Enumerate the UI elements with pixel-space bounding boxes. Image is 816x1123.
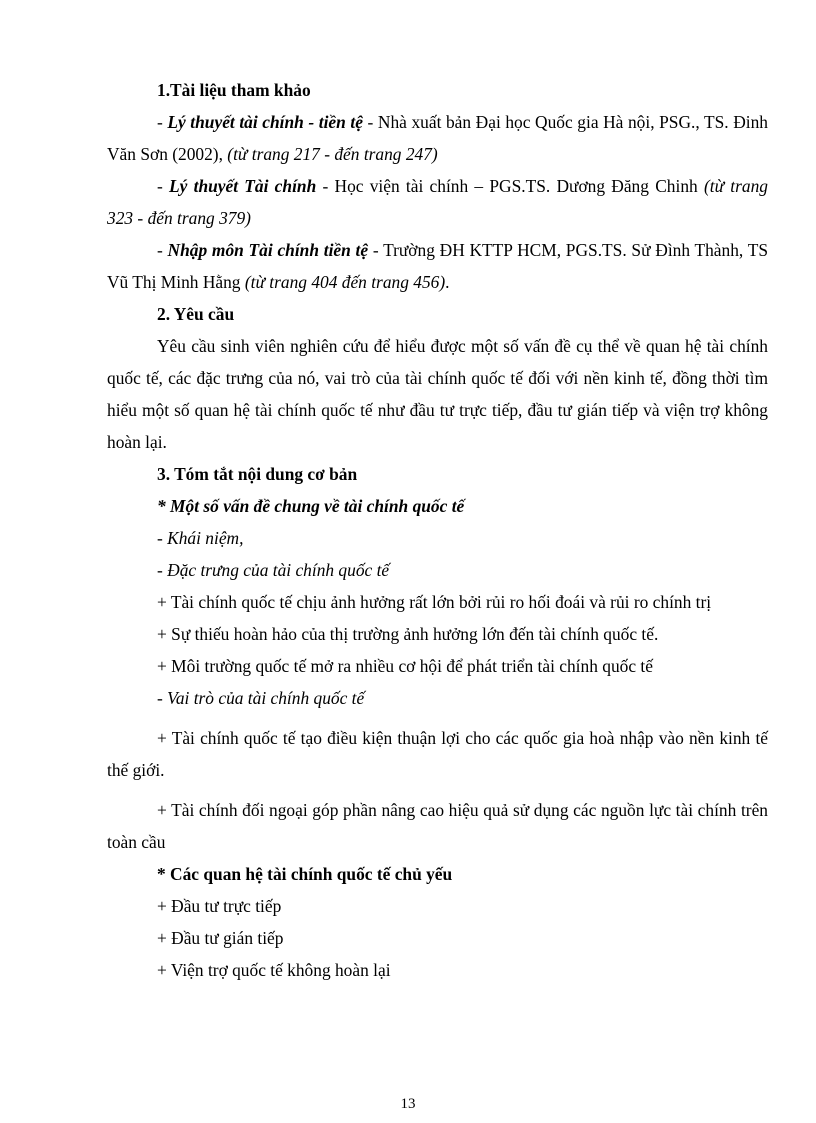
section1-heading: 1.Tài liệu tham khảo — [157, 80, 311, 100]
features-heading: - Đặc trưng của tài chính quốc tế — [157, 560, 390, 580]
feature-item: + Môi trường quốc tế mở ra nhiều cơ hội để phát triển tài chính quốc tế — [157, 656, 653, 676]
document-page — [107, 74, 768, 986]
reference-3: - Nhập môn Tài chính tiền tệ - Trường ĐH KTTP HCM, PGS.TS. Sử Đình Thành, TS Vũ Thị Minh Hằng (từ trang 404 đến trang 456). — [107, 240, 768, 292]
reference-1-pages: (từ trang 217 - đến trang 247) — [227, 144, 438, 164]
reference-2-pages: (từ trang 323 - đến trang 379) — [107, 176, 768, 228]
relation-item: + Đầu tư gián tiếp — [157, 928, 284, 948]
section3-heading: 3. Tóm tắt nội dung cơ bản — [157, 464, 358, 484]
subsection-relations-heading: * Các quan hệ tài chính quốc tế chủ yếu — [157, 864, 453, 884]
section2-body: Yêu cầu sinh viên nghiên cứu để hiểu được một số vấn đề cụ thể về quan hệ tài chính quốc tế, các đặc trưng của nó, vai trò của tài chính quốc tế đối với nền kinh tế, đồng thời tìm hiểu một số quan hệ tài chính quốc tế như đầu tư trực tiếp, đầu tư gián tiếp và viện trợ không hoàn lại. — [107, 336, 768, 452]
page-number: 13 — [400, 1096, 416, 1112]
relation-item: + Đầu tư trực tiếp — [157, 896, 282, 916]
feature-item: + Sự thiếu hoàn hảo của thị trường ảnh hưởng lớn đến tài chính quốc tế. — [157, 624, 659, 644]
reference-3-pages: (từ trang 404 đến trang 456) — [244, 272, 446, 292]
section2-heading: 2. Yêu cầu — [157, 304, 235, 324]
reference-1: - Lý thuyết tài chính - tiền tệ - Nhà xuất bản Đại học Quốc gia Hà nội, PSG., TS. Đinh Văn Sơn (2002), (từ trang 217 - đến trang 247) — [107, 112, 768, 164]
feature-item: + Tài chính quốc tế chịu ảnh hưởng rất lớn bởi rủi ro hối đoái và rủi ro chính trị — [157, 592, 712, 612]
role-heading: - Vai trò của tài chính quốc tế — [157, 688, 365, 708]
reference-2: - Lý thuyết Tài chính - Học viện tài chính – PGS.TS. Dương Đăng Chinh (từ trang 323 - đến trang 379) — [107, 176, 768, 228]
reference-3-title: Nhập môn Tài chính tiền tệ — [167, 240, 369, 260]
concept-item: - Khái niệm, — [157, 528, 244, 548]
subsection-general-heading: * Một số vấn đề chung về tài chính quốc tế — [157, 496, 465, 516]
relation-item: + Viện trợ quốc tế không hoàn lại — [157, 960, 391, 980]
reference-2-title: Lý thuyết Tài chính — [169, 176, 317, 196]
role-item: + Tài chính đối ngoại góp phần nâng cao hiệu quả sử dụng các nguồn lực tài chính trên toàn cầu — [107, 800, 768, 852]
reference-1-title: Lý thuyết tài chính - tiền tệ — [167, 112, 363, 132]
role-item: + Tài chính quốc tế tạo điều kiện thuận lợi cho các quốc gia hoà nhập vào nền kinh tế thế giới. — [107, 728, 768, 780]
